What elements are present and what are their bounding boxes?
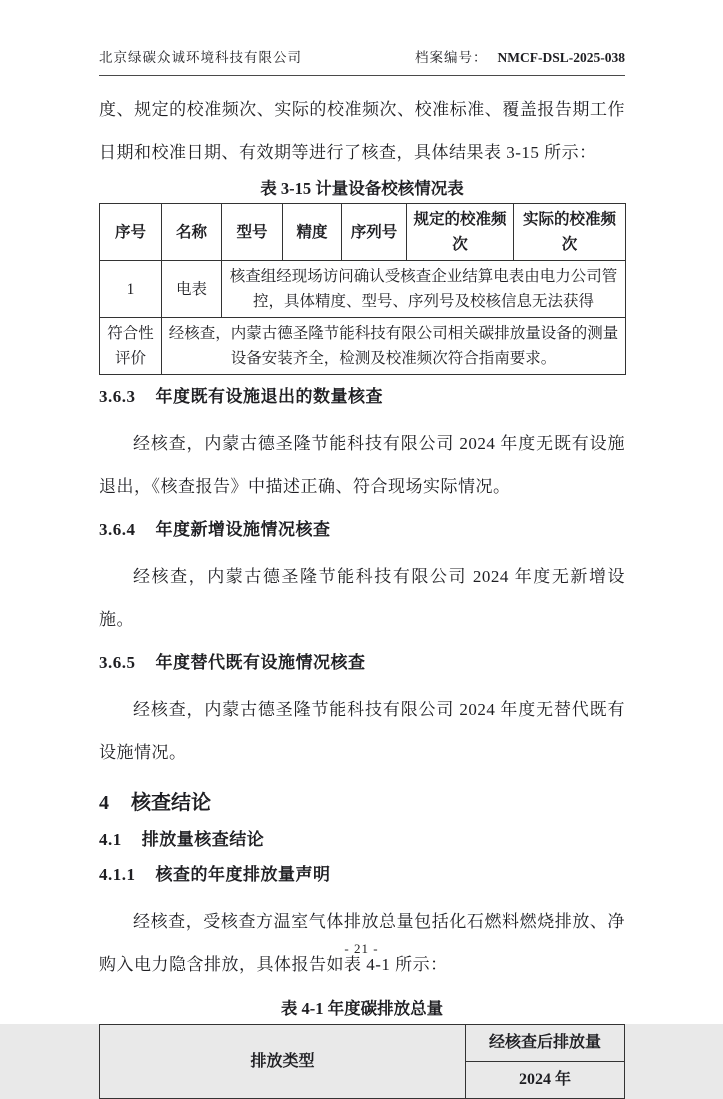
- section-number: 3.6.5: [99, 653, 136, 672]
- table-4-1: [99, 1024, 625, 1099]
- cell-conformity-note: 经核查，内蒙古德圣隆节能科技有限公司相关碳排放量设备的测量设备安装齐全，检测及校准频次符合指南要求。: [162, 318, 626, 375]
- section-heading-3-6-5: [99, 650, 625, 676]
- table-row: [100, 318, 626, 375]
- section-number: 4: [99, 792, 109, 814]
- table-3-15: [99, 203, 626, 375]
- column-header: 精度: [283, 204, 342, 261]
- table-4-1-title: 表 4-1 年度碳排放总量: [280, 999, 444, 1018]
- section-3-6-4-paragraph: 经核查，内蒙古德圣隆节能科技有限公司 2024 年度无新增设施。: [99, 567, 625, 629]
- cell-emission-type: 排放类型: [100, 1025, 466, 1099]
- column-header: 序列号: [342, 204, 407, 261]
- cell-verified-emission-label: 经核查后排放量: [466, 1025, 625, 1062]
- cell-conformity-label: 符合性评价: [100, 318, 162, 375]
- header-file-info: [415, 48, 625, 68]
- section-heading-3-6-3: [99, 384, 625, 410]
- section-number: 4.1: [99, 830, 122, 849]
- table-3-15-title: 表 3-15 计量设备校核情况表: [260, 179, 464, 198]
- page-number: - 21 -: [344, 941, 379, 956]
- column-header: 型号: [222, 204, 283, 261]
- table-3-15-header-row: [100, 204, 626, 261]
- column-header: 序号: [100, 204, 162, 261]
- intro-paragraph: 度、规定的校准频次、实际的校准频次、校准标准、覆盖报告期工作日期和校准日期、有效期等进行了核查，具体结果表 3-15 所示：: [99, 100, 625, 162]
- section-title: 年度既有设施退出的数量核查: [155, 387, 383, 406]
- header-file-number: NMCF-DSL-2025-038: [497, 50, 625, 65]
- column-header: 实际的校准频次: [514, 204, 626, 261]
- table-row: [100, 261, 626, 318]
- column-header: 规定的校准频次: [407, 204, 514, 261]
- section-title: 排放量核查结论: [141, 830, 265, 849]
- section-number: 4.1.1: [99, 865, 136, 884]
- page-content: [99, 0, 625, 1099]
- page-header: [99, 0, 625, 76]
- cell-serial-no: 1: [100, 261, 162, 318]
- section-3-6-5-paragraph: 经核查，内蒙古德圣隆节能科技有限公司 2024 年度无替代既有设施情况。: [99, 700, 625, 762]
- cell-device-note: 核查组经现场访问确认受核查企业结算电表由电力公司管控，具体精度、型号、序列号及校核信息无法获得: [222, 261, 626, 318]
- cell-device-name: 电表: [162, 261, 222, 318]
- section-number: 3.6.3: [99, 387, 136, 406]
- section-3-6-3-paragraph: 经核查，内蒙古德圣隆节能科技有限公司 2024 年度无既有设施退出，《核查报告》中描述正确、符合现场实际情况。: [99, 434, 625, 496]
- section-heading-3-6-4: [99, 517, 625, 543]
- section-title: 年度新增设施情况核查: [155, 520, 331, 539]
- column-header: 名称: [162, 204, 222, 261]
- section-4-1-1-paragraph: 经核查，受核查方温室气体排放总量包括化石燃料燃烧排放、净购入电力隐含排放，具体报告如表 4-1 所示：: [99, 912, 625, 974]
- section-title: 核查结论: [131, 792, 211, 814]
- cell-year: 2024 年: [466, 1062, 625, 1099]
- header-file-label: 档案编号：: [415, 50, 488, 65]
- header-company-name: 北京绿碳众诚环境科技有限公司: [99, 50, 302, 65]
- chapter-heading-4: [99, 788, 625, 818]
- section-heading-4-1-1: [99, 862, 625, 888]
- table-row: [100, 1025, 625, 1062]
- section-title: 核查的年度排放量声明: [155, 865, 331, 884]
- section-heading-4-1: [99, 827, 625, 853]
- section-number: 3.6.4: [99, 520, 136, 539]
- section-title: 年度替代既有设施情况核查: [155, 653, 366, 672]
